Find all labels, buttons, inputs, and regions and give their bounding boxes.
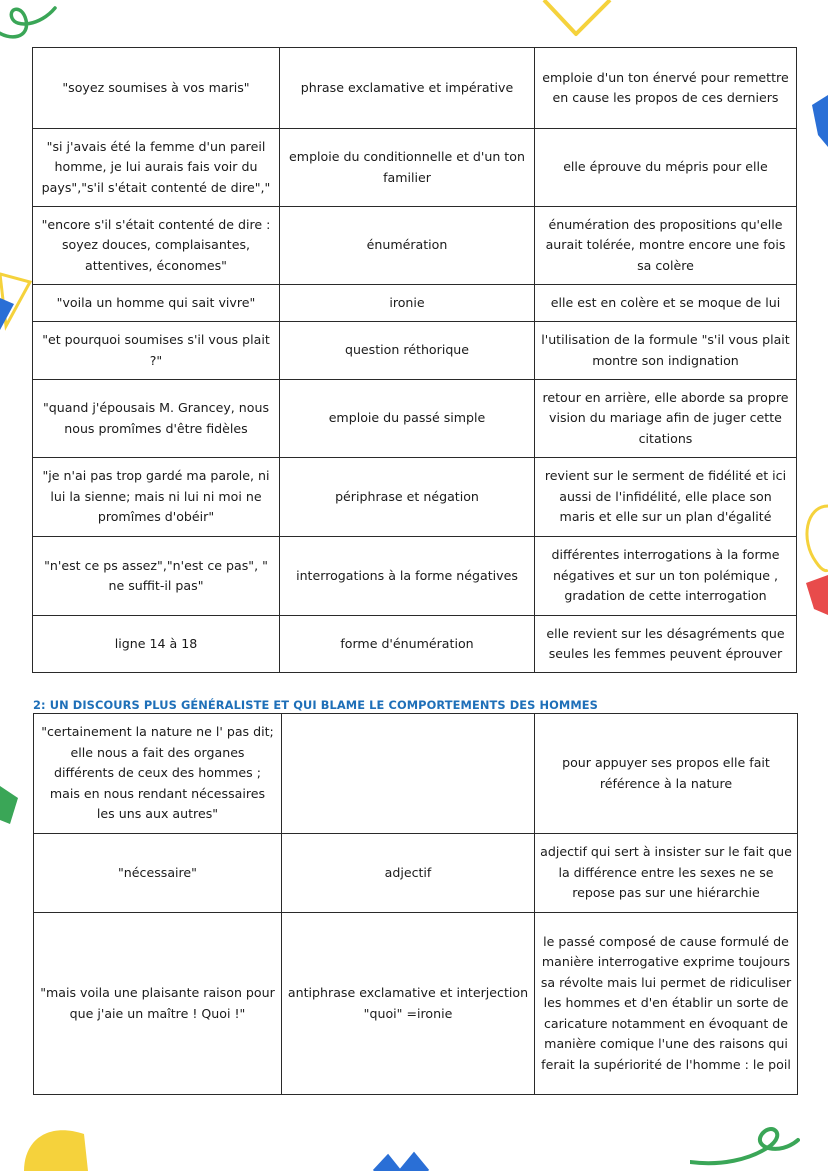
procede-cell: adjectif xyxy=(282,834,535,913)
interpretation-cell: l'utilisation de la formule "s'il vous plait montre son indignation xyxy=(535,322,797,380)
procede-cell: phrase exclamative et impérative xyxy=(280,48,535,129)
citation-cell: "voila un homme qui sait vivre" xyxy=(33,285,280,322)
section-heading: 2: UN DISCOURS PLUS GÉNÉRALISTE ET QUI BLAME LE COMPORTEMENTS DES HOMMES xyxy=(33,698,598,712)
procede-cell: ironie xyxy=(280,285,535,322)
interpretation-cell: pour appuyer ses propos elle fait référence à la nature xyxy=(535,714,798,834)
interpretation-cell: revient sur le serment de fidélité et ici aussi de l'infidélité, elle place son maris et elle sur un plan d'égalité xyxy=(535,458,797,537)
yellow-semicircle-icon xyxy=(18,1120,88,1171)
interpretation-cell: énumération des propositions qu'elle aurait tolérée, montre encore une fois sa colère xyxy=(535,207,797,285)
procede-cell: interrogations à la forme négatives xyxy=(280,537,535,616)
citation-cell: "nécessaire" xyxy=(34,834,282,913)
table-row xyxy=(34,913,798,1095)
citation-cell: "quand j'épousais M. Grancey, nous nous promîmes d'être fidèles xyxy=(33,380,280,458)
interpretation-cell: différentes interrogations à la forme négatives et sur un ton polémique , gradation de cette interrogation xyxy=(535,537,797,616)
procede-cell: périphrase et négation xyxy=(280,458,535,537)
interpretation-cell: elle revient sur les désagréments que seules les femmes peuvent éprouver xyxy=(535,616,797,673)
procede-cell: question réthorique xyxy=(280,322,535,380)
procede-cell: antiphrase exclamative et interjection "quoi" =ironie xyxy=(282,913,535,1095)
green-shape-icon xyxy=(0,780,20,830)
table-row xyxy=(33,458,797,537)
citation-cell: "soyez soumises à vos maris" xyxy=(33,48,280,129)
interpretation-cell: elle éprouve du mépris pour elle xyxy=(535,129,797,207)
procede-cell: emploie du conditionnelle et d'un ton familier xyxy=(280,129,535,207)
table-row xyxy=(33,129,797,207)
citation-cell: "mais voila une plaisante raison pour que j'aie un maître ! Quoi !" xyxy=(34,913,282,1095)
citation-cell: "n'est ce ps assez","n'est ce pas", " ne suffit-il pas" xyxy=(33,537,280,616)
table-row xyxy=(33,322,797,380)
table-row xyxy=(34,834,798,913)
red-shape-icon xyxy=(806,575,828,620)
citation-cell: "je n'ai pas trop gardé ma parole, ni lui la sienne; mais ni lui ni moi ne promîmes d'obéir" xyxy=(33,458,280,537)
table-row xyxy=(33,616,797,673)
yellow-triangle-icon xyxy=(0,268,32,338)
yellow-loop-icon xyxy=(796,500,828,590)
green-swirl-icon xyxy=(690,1120,800,1171)
interpretation-cell: retour en arrière, elle aborde sa propre vision du mariage afin de juger cette citations xyxy=(535,380,797,458)
citation-cell: "et pourquoi soumises s'il vous plait ?" xyxy=(33,322,280,380)
procede-cell: énumération xyxy=(280,207,535,285)
procede-cell xyxy=(282,714,535,834)
analysis-table-part-2 xyxy=(33,713,798,1095)
blue-shape-icon xyxy=(800,95,828,150)
citation-cell: "encore s'il s'était contenté de dire : soyez douces, complaisantes, attentives, économes" xyxy=(33,207,280,285)
table-row xyxy=(33,380,797,458)
table-row xyxy=(33,285,797,322)
table-row xyxy=(33,207,797,285)
interpretation-cell: emploie d'un ton énervé pour remettre en cause les propos de ces derniers xyxy=(535,48,797,129)
green-squiggle-icon xyxy=(0,0,70,45)
citation-cell: "certainement la nature ne l' pas dit; elle nous a fait des organes différents de ceux des hommes ; mais en nous rendant nécessaires les uns aux autres" xyxy=(34,714,282,834)
citation-cell: "si j'avais été la femme d'un pareil homme, je lui aurais fais voir du pays","s'il s'était contenté de dire"," xyxy=(33,129,280,207)
interpretation-cell: le passé composé de cause formulé de manière interrogative exprime toujours sa révolte mais lui permet de ridiculiser les hommes et d'en établir un sorte de caricature notamment en évoquant de manière comique l'une des raisons qui ferait la supériorité de l'homme : le poil xyxy=(535,913,798,1095)
citation-cell: ligne 14 à 18 xyxy=(33,616,280,673)
table-row xyxy=(33,537,797,616)
analysis-table-part-1 xyxy=(32,47,797,673)
procede-cell: forme d'énumération xyxy=(280,616,535,673)
interpretation-cell: adjectif qui sert à insister sur le fait que la différence entre les sexes ne se repose pas sur une hiérarchie xyxy=(535,834,798,913)
table-row xyxy=(34,714,798,834)
table-row xyxy=(33,48,797,129)
procede-cell: emploie du passé simple xyxy=(280,380,535,458)
interpretation-cell: elle est en colère et se moque de lui xyxy=(535,285,797,322)
blue-zigzag-icon xyxy=(370,1150,440,1171)
yellow-heart-outline-icon xyxy=(538,0,618,40)
